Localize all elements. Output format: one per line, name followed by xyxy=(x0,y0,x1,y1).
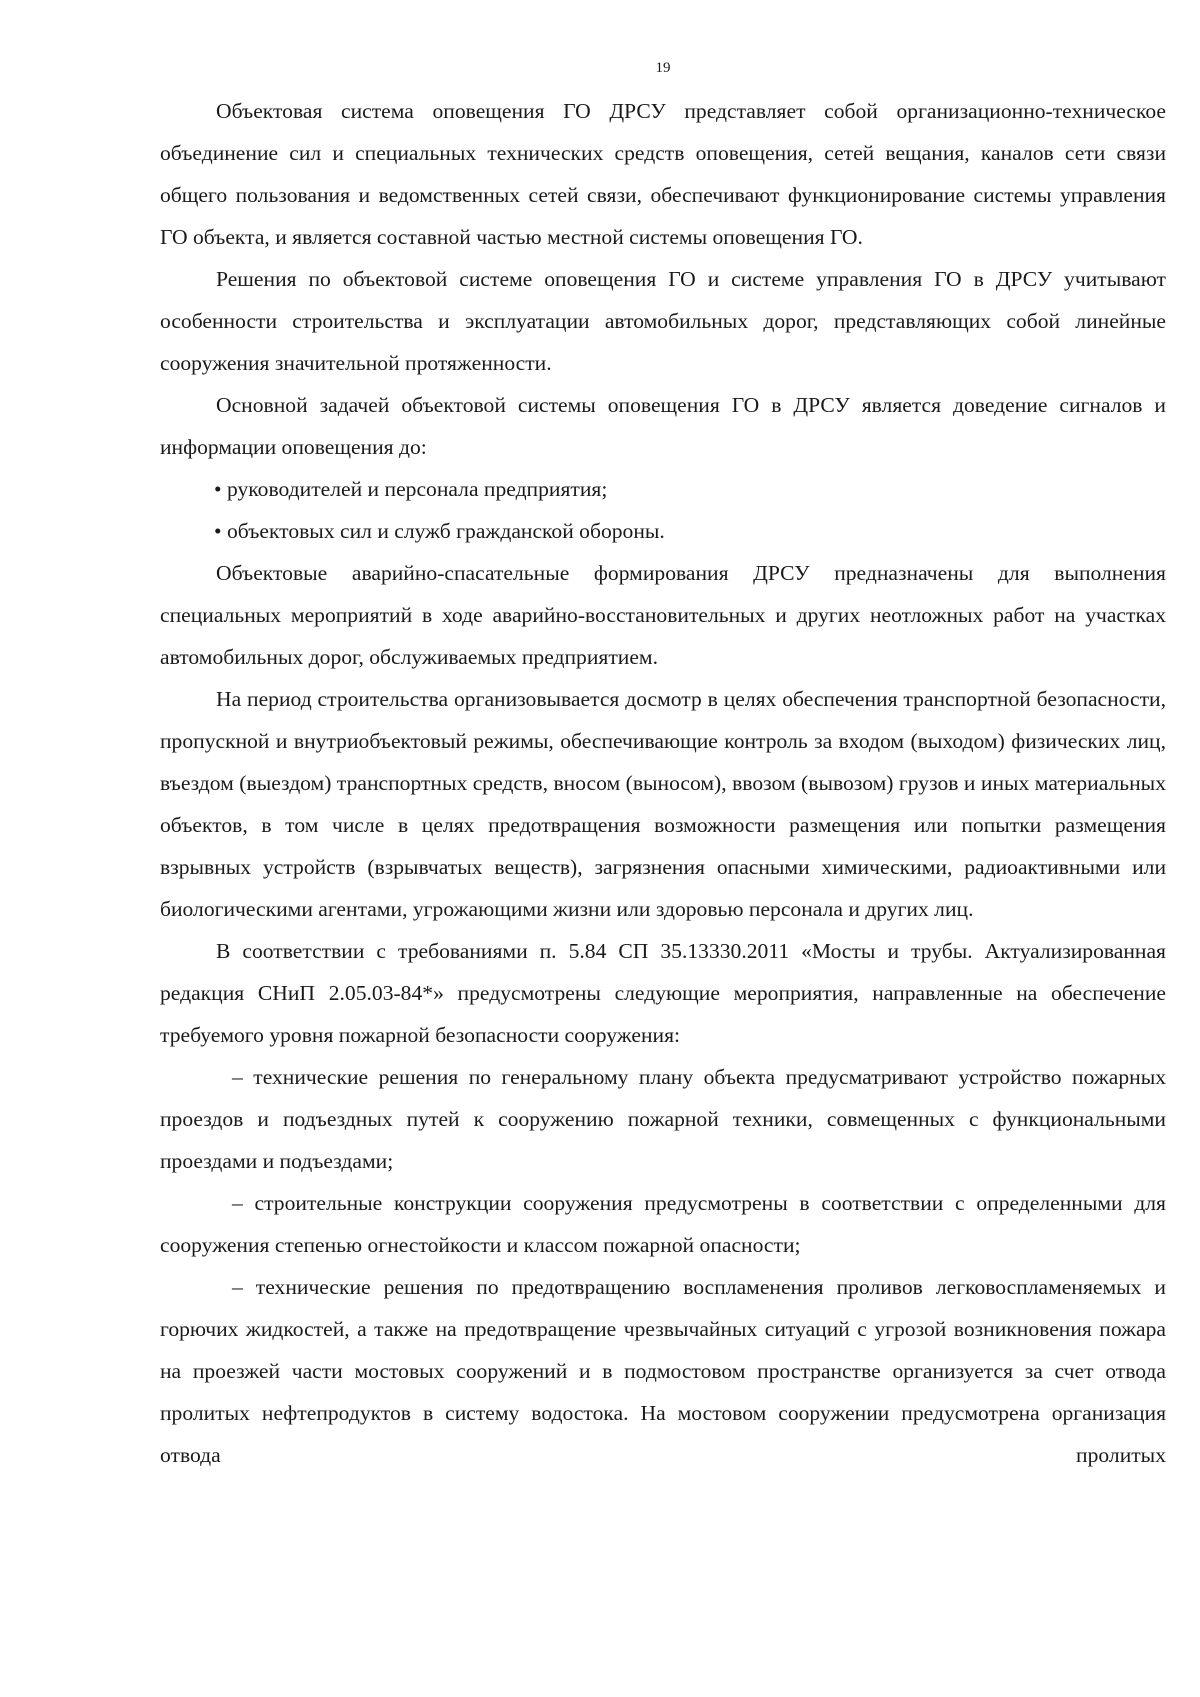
bullet-item-managers: • руководителей и персонала предприятия; xyxy=(214,477,608,501)
paragraph-rescue-units: Объектовые аварийно-спасательные формирования ДРСУ предназначены для выполнения специальных мероприятий в ходе аварийно-восстановительных и других неотложных работ на участках автомобильных дорог, обслуживаемых предприятием. xyxy=(160,561,1166,669)
dash-item-general-plan: – технические решения по генеральному плану объекта предусматривают устройство пожарных проездов и подъездных путей к сооружению пожарной техники, совмещенных с функциональными проездами и подъездами; xyxy=(160,1065,1166,1173)
paragraph-inspection: На период строительства организовывается досмотр в целях обеспечения транспортной безопасности, пропускной и внутриобъектовый режимы, обеспечивающие контроль за входом (выходом) физических лиц, въездом (выездом) транспортных средств, вносом (выносом), ввозом (вывозом) грузов и иных материальных объектов, в том числе в целях предотвращения возможности размещения или попытки размещения взрывных устройств (взрывчатых веществ), загрязнения опасными химическими, радиоактивными или биологическими агентами, угрожающими жизни или здоровью персонала и других лиц. xyxy=(160,687,1166,921)
page-number: 19 xyxy=(655,60,671,76)
document-body xyxy=(160,90,1166,1476)
dash-item-structures: – строительные конструкции сооружения предусмотрены в соответствии с определенными для сооружения степенью огнестойкости и классом пожарной опасности; xyxy=(160,1191,1166,1257)
bullet-item-civil-defense: • объектовых сил и служб гражданской обороны. xyxy=(214,519,665,543)
paragraph-decisions: Решения по объектовой системе оповещения ГО и системе управления ГО в ДРСУ учитывают особенности строительства и эксплуатации автомобильных дорог, представляющих собой линейные сооружения значительной протяженности. xyxy=(160,267,1166,375)
dash-item-spill-prevention: – технические решения по предотвращению воспламенения проливов легковоспламеняемых и горючих жидкостей, а также на предотвращение чрезвычайных ситуаций с угрозой возникновения пожара на проезжей части мостовых сооружений и в подмостовом пространстве организуется за счет отвода пролитых нефтепродуктов в систему водостока. На мостовом сооружении предусмотрена организация отвода пролитых xyxy=(160,1275,1166,1467)
paragraph-fire-safety-requirements: В соответствии с требованиями п. 5.84 СП 35.13330.2011 «Мосты и трубы. Актуализированная редакция СНиП 2.05.03-84*» предусмотрены следующие мероприятия, направленные на обеспечение требуемого уровня пожарной безопасности сооружения: xyxy=(160,939,1166,1047)
paragraph-main-task: Основной задачей объектовой системы оповещения ГО в ДРСУ является доведение сигналов и информации оповещения до: xyxy=(160,393,1166,459)
paragraph-notification-system: Объектовая система оповещения ГО ДРСУ представляет собой организационно-техническое объединение сил и специальных технических средств оповещения, сетей вещания, каналов сети связи общего пользования и ведомственных сетей связи, обеспечивают функционирование системы управления ГО объекта, и является составной частью местной системы оповещения ГО. xyxy=(160,99,1166,249)
